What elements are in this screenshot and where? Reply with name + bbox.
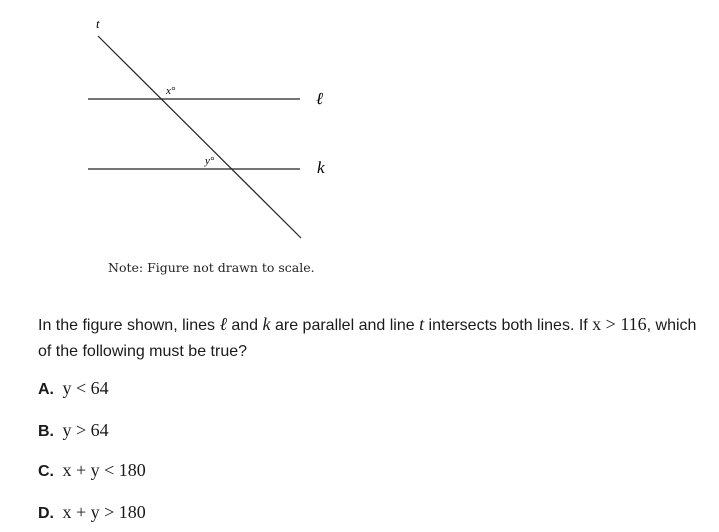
condition-expression: x > 116: [592, 314, 647, 334]
question-part-4: intersects both lines. If: [424, 317, 593, 334]
choice-a-expression: y < 64: [62, 378, 109, 398]
parallel-lines-diagram: [0, 0, 380, 260]
question-part-1: In the figure shown, lines: [38, 317, 220, 334]
choice-a[interactable]: [38, 378, 109, 399]
angle-y-label: y°: [205, 155, 215, 167]
question-part-5: , which of the following must be true?: [38, 317, 697, 360]
choice-b-expression: y > 64: [62, 420, 109, 440]
choice-d-expression: x + y > 180: [62, 502, 146, 522]
question-part-3: are parallel and line: [270, 317, 420, 334]
choice-d-letter: D.: [38, 505, 54, 522]
line-t-symbol: t: [419, 314, 425, 334]
question-part-2: and: [226, 317, 263, 334]
question-text: [38, 311, 698, 365]
line-t: [98, 36, 301, 238]
line-l-symbol: ℓ: [219, 314, 227, 334]
choice-b-letter: B.: [38, 423, 54, 440]
angle-x-label: x°: [166, 85, 176, 97]
choice-c-letter: C.: [38, 463, 54, 480]
choice-b[interactable]: [38, 420, 109, 441]
choice-c-expression: x + y < 180: [62, 460, 146, 480]
line-t-label: t: [96, 16, 100, 31]
choice-d[interactable]: [38, 502, 146, 523]
geometry-figure: [0, 0, 380, 260]
line-k-symbol: k: [262, 314, 271, 334]
choice-c[interactable]: [38, 460, 146, 481]
line-k-label: k: [317, 158, 325, 177]
choice-a-letter: A.: [38, 381, 54, 398]
line-l-label: ℓ: [316, 89, 324, 108]
figure-note: Note: Figure not drawn to scale.: [108, 260, 315, 275]
